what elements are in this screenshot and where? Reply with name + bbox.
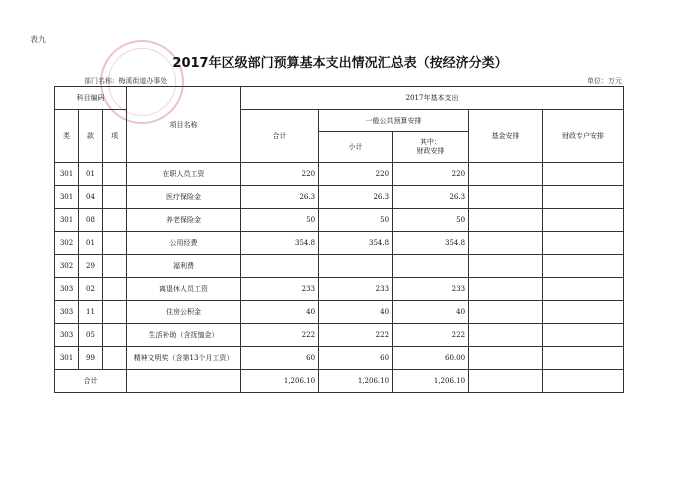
cell-subtotal: 233 xyxy=(319,278,393,301)
cell-lei: 303 xyxy=(55,278,79,301)
header-special: 财政专户安排 xyxy=(543,110,624,163)
unit-label: 单位：万元 xyxy=(587,77,622,85)
cell-xiang xyxy=(103,278,127,301)
department-label: 部门名称: xyxy=(84,77,115,85)
cell-item-name: 公用经费 xyxy=(127,232,241,255)
cell-kuan: 01 xyxy=(79,163,103,186)
cell-fiscal: 233 xyxy=(393,278,469,301)
table-row xyxy=(55,278,624,301)
cell-lei: 301 xyxy=(55,163,79,186)
cell-subtotal: 220 xyxy=(319,163,393,186)
table-row xyxy=(55,232,624,255)
cell-lei: 303 xyxy=(55,301,79,324)
header-total: 合计 xyxy=(241,110,319,163)
cell-special xyxy=(543,301,624,324)
cell-xiang xyxy=(103,163,127,186)
header-xiang: 项 xyxy=(103,110,127,163)
cell-total: 220 xyxy=(241,163,319,186)
cell-xiang xyxy=(103,255,127,278)
total-fiscal: 1,206.10 xyxy=(393,370,469,393)
table-row xyxy=(55,301,624,324)
department-line xyxy=(84,76,167,86)
cell-item-name: 住房公积金 xyxy=(127,301,241,324)
table-row xyxy=(55,209,624,232)
cell-xiang xyxy=(103,232,127,255)
cell-xiang xyxy=(103,186,127,209)
cell-special xyxy=(543,347,624,370)
cell-fiscal: 26.3 xyxy=(393,186,469,209)
cell-kuan: 01 xyxy=(79,232,103,255)
cell-xiang xyxy=(103,301,127,324)
header-kuan: 款 xyxy=(79,110,103,163)
cell-subtotal: 222 xyxy=(319,324,393,347)
cell-xiang xyxy=(103,324,127,347)
cell-subtotal: 40 xyxy=(319,301,393,324)
total-special xyxy=(543,370,624,393)
cell-item-name: 医疗保险金 xyxy=(127,186,241,209)
table-row xyxy=(55,255,624,278)
cell-lei: 303 xyxy=(55,324,79,347)
cell-fiscal: 220 xyxy=(393,163,469,186)
budget-table xyxy=(54,86,624,393)
cell-lei: 301 xyxy=(55,347,79,370)
cell-fund xyxy=(469,186,543,209)
header-subtotal: 小计 xyxy=(319,132,393,163)
cell-lei: 301 xyxy=(55,186,79,209)
department-value: 梅溪街道办事处 xyxy=(118,77,168,85)
header-fiscal: 财政安排 xyxy=(416,147,445,155)
cell-subtotal: 50 xyxy=(319,209,393,232)
cell-fiscal xyxy=(393,255,469,278)
cell-item-name: 在职人员工资 xyxy=(127,163,241,186)
cell-fiscal: 354.8 xyxy=(393,232,469,255)
total-fund xyxy=(469,370,543,393)
cell-kuan: 02 xyxy=(79,278,103,301)
cell-kuan: 08 xyxy=(79,209,103,232)
table-body xyxy=(55,163,624,370)
table-number: 表九 xyxy=(30,35,46,44)
cell-lei: 302 xyxy=(55,232,79,255)
table-row xyxy=(55,163,624,186)
cell-special xyxy=(543,163,624,186)
cell-fund xyxy=(469,232,543,255)
cell-total: 222 xyxy=(241,324,319,347)
cell-kuan: 04 xyxy=(79,186,103,209)
total-amount: 1,206.10 xyxy=(241,370,319,393)
cell-fund xyxy=(469,347,543,370)
cell-subtotal: 26.3 xyxy=(319,186,393,209)
header-item-name: 项目名称 xyxy=(127,87,241,163)
cell-fund xyxy=(469,324,543,347)
cell-fiscal: 222 xyxy=(393,324,469,347)
cell-lei: 301 xyxy=(55,209,79,232)
cell-fiscal: 40 xyxy=(393,301,469,324)
cell-kuan: 11 xyxy=(79,301,103,324)
cell-total: 354.8 xyxy=(241,232,319,255)
total-label: 合计 xyxy=(55,370,127,393)
cell-special xyxy=(543,232,624,255)
cell-total: 233 xyxy=(241,278,319,301)
cell-fiscal: 50 xyxy=(393,209,469,232)
cell-lei: 302 xyxy=(55,255,79,278)
cell-fund xyxy=(469,301,543,324)
header-lei: 类 xyxy=(55,110,79,163)
header-basic-expense: 2017年基本支出 xyxy=(241,87,624,110)
cell-total: 60 xyxy=(241,347,319,370)
cell-kuan: 99 xyxy=(79,347,103,370)
cell-item-name: 养老保险金 xyxy=(127,209,241,232)
cell-total: 26.3 xyxy=(241,186,319,209)
cell-subtotal xyxy=(319,255,393,278)
total-name-cell xyxy=(127,370,241,393)
total-subtotal: 1,206.10 xyxy=(319,370,393,393)
table-row xyxy=(55,324,624,347)
cell-subtotal: 60 xyxy=(319,347,393,370)
cell-subtotal: 354.8 xyxy=(319,232,393,255)
cell-total xyxy=(241,255,319,278)
cell-total: 40 xyxy=(241,301,319,324)
page-title: 2017年区级部门预算基本支出情况汇总表（按经济分类） xyxy=(172,56,508,71)
cell-fund xyxy=(469,163,543,186)
cell-item-name: 福利费 xyxy=(127,255,241,278)
cell-special xyxy=(543,324,624,347)
cell-item-name: 离退休人员工资 xyxy=(127,278,241,301)
header-fiscal-cell xyxy=(393,132,469,163)
total-row xyxy=(55,370,624,393)
cell-xiang xyxy=(103,209,127,232)
header-general-budget: 一般公共预算安排 xyxy=(319,110,469,132)
cell-special xyxy=(543,278,624,301)
cell-item-name: 精神文明奖（含第13个月工资） xyxy=(127,347,241,370)
cell-special xyxy=(543,209,624,232)
table-row xyxy=(55,186,624,209)
header-of-which: 其中： xyxy=(420,137,442,146)
table-row xyxy=(55,347,624,370)
cell-xiang xyxy=(103,347,127,370)
header-subject-code: 科目编码 xyxy=(55,87,127,110)
header-fund: 基金安排 xyxy=(469,110,543,163)
cell-fund xyxy=(469,209,543,232)
cell-special xyxy=(543,186,624,209)
cell-kuan: 29 xyxy=(79,255,103,278)
cell-total: 50 xyxy=(241,209,319,232)
cell-fiscal: 60.00 xyxy=(393,347,469,370)
cell-fund xyxy=(469,255,543,278)
cell-special xyxy=(543,255,624,278)
cell-kuan: 05 xyxy=(79,324,103,347)
cell-fund xyxy=(469,278,543,301)
cell-item-name: 生活补助（含抚恤金） xyxy=(127,324,241,347)
